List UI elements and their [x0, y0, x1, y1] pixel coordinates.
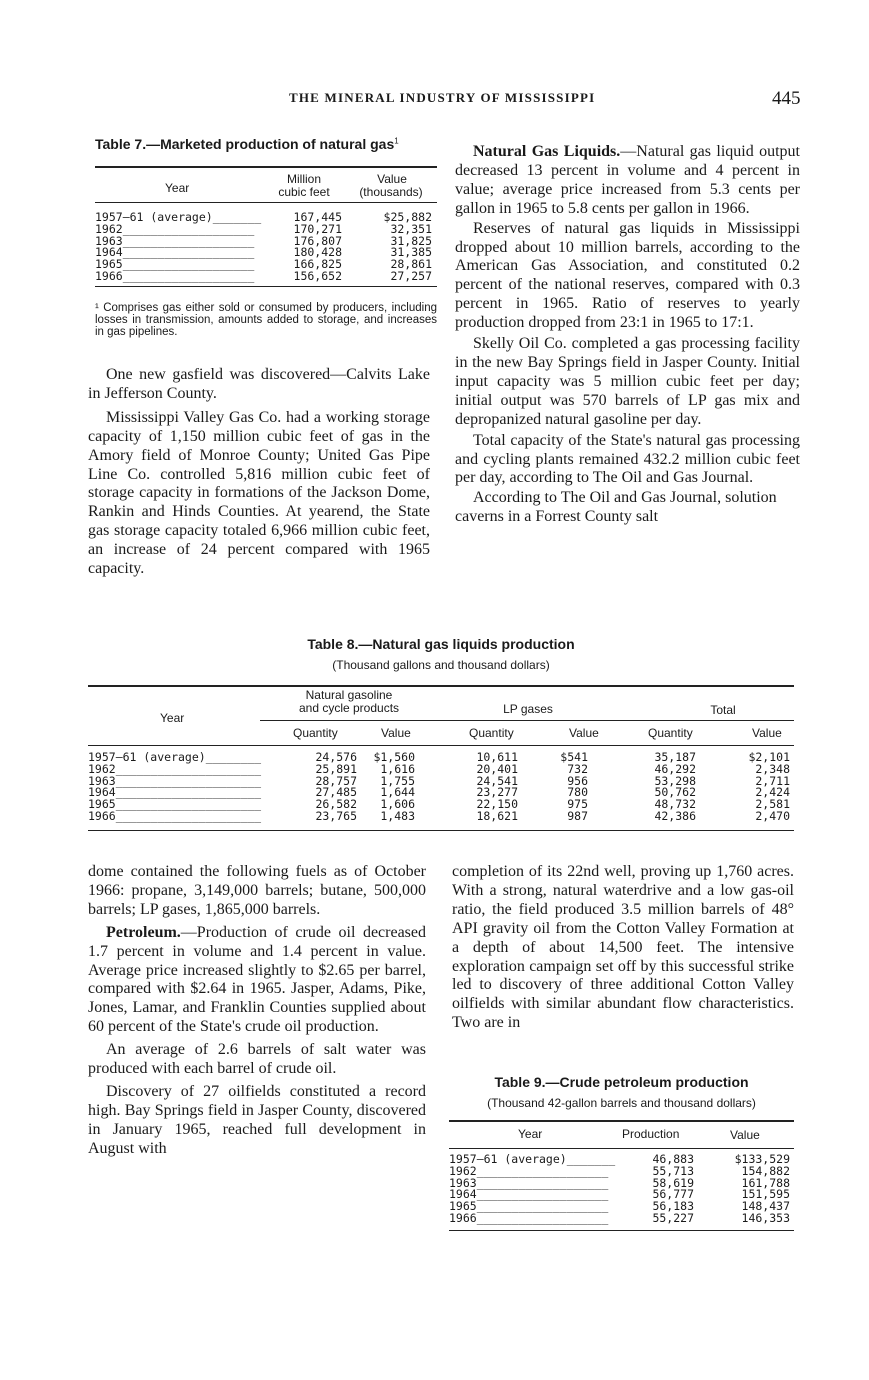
table-row: 1962___________________ 55,713 154,882	[449, 1163, 790, 1178]
paragraph: Mississippi Valley Gas Co. had a working storage capacity of 1,150 million cubic feet of gas in the Amory field of Monroe County; United Gas Pipe Line Co. controlled 5,816 million cubic feet of storage capacity in formations of the Jackson Dome, Rankin and Hinds Counties. At yearend, the State gas storage capacity totaled 6,966 million cubic feet, an increase of 24 percent compared with 1965 capacity.	[88, 408, 430, 578]
table-9-col-prod: Production	[622, 1127, 680, 1141]
table-7-col-qty-2: cubic feet	[278, 185, 330, 199]
table-row: 1963___________________ 58,619 161,788	[449, 1175, 790, 1190]
section-heading-petroleum: Petroleum.	[106, 923, 181, 941]
page-header	[0, 88, 869, 114]
table-9-caption: Table 9.—Crude petroleum production	[494, 1074, 749, 1090]
paragraph: Petroleum.—Production of crude oil decreased 1.7 percent in volume and 1.4 percent in value. Average price increased slightly to $2.65 per barrel, compared with $2.64 in 1965. Jasper, Adams, Pike, Jones, Lamar, and Franklin Counties supplied about 60 percent of the State's crude oil production.	[88, 923, 426, 1036]
paragraph: Discovery of 27 oilfields constituted a record high. Bay Springs field in Jasper County, discovered in January 1965, reached full development in August with	[88, 1082, 426, 1157]
paragraph: completion of its 22nd well, proving up 1,760 acres. With a strong, natural waterdrive and a low gas-oil ratio, the field produced 3.5 million barrels of 48° API gravity oil from the Cotton Valley Formation at a depth of about 14,500 feet. The intensive exploration campaign set off by this successful strike led to discovery of three additional Cotton Valley oilfields with similar abundant flow characteristics. Two are in	[452, 863, 794, 1032]
paragraph: One new gasfield was discovered—Calvits Lake in Jefferson County.	[88, 366, 430, 402]
table-7-col-year: Year	[165, 181, 190, 195]
table-9-col-year: Year	[518, 1127, 543, 1141]
table-row: 1957–61 (average)________ 24,576 $1,560 10,611 $541 35,187 $2,101	[88, 750, 790, 764]
table-7-header-rule	[95, 202, 437, 203]
paragraph: Reserves of natural gas liquids in Mississippi dropped about 10 million barrels, according to the American Gas Association, and constituted 0.2 percent of the national reserves, compared with 0.3 percent in 1965. Ratio of reserves to yearly production dropped from 23:1 in 1965 to 17:1.	[455, 219, 800, 332]
table-row: 1964_____________________ 27,485 1,644 23,277 780 50,762 2,424	[88, 785, 790, 800]
table-8-caption: Table 8.—Natural gas liquids production	[307, 636, 575, 652]
left-column-top-text	[88, 366, 430, 579]
running-title: THE MINERAL INDUSTRY OF MISSISSIPPI	[289, 90, 596, 105]
table-row: 1964___________________ 56,777 151,595	[449, 1187, 790, 1202]
paragraph: Natural Gas Liquids.—Natural gas liquid output decreased 13 percent in volume and 4 percent in value; average price increased from 5.3 cents per gallon in 1965 to 5.8 cents per gallon in 1966.	[455, 143, 801, 217]
table-8-col-val-3: Value	[752, 726, 782, 740]
table-9-body	[449, 1154, 794, 1225]
paragraph: Skelly Oil Co. completed a gas processing facility in the new Bay Springs field in Jasper County. Initial input capacity was 5 million cubic feet per day; initial output was 570 barrels of LP gas mix and depropanized natural gasoline per day.	[455, 335, 800, 428]
table-8-col-qty-3: Quantity	[648, 726, 693, 740]
table-7-bottom-rule	[95, 286, 437, 287]
table-8-group-rule	[260, 720, 794, 721]
table-row: 1966_____________________ 23,765 1,483 18,621 987 42,386 2,470	[88, 808, 790, 823]
table-8-col-val-2: Value	[569, 726, 599, 740]
paragraph: Total capacity of the State's natural gas processing and cycling plants remained 432.2 million cubic feet per day, according to The Oil and Gas Journal.	[455, 431, 800, 487]
section-heading-natural-gas-liquids: Natural Gas Liquids.	[473, 143, 621, 160]
paragraph: dome contained the following fuels as of October 1966: propane, 3,149,000 barrels; butane, 500,000 barrels; LP gases, 1,865,000 barrels.	[88, 863, 426, 918]
right-column-top-text	[455, 143, 800, 527]
table-row: 1957–61 (average)_______ 46,883 $133,529	[449, 1152, 790, 1166]
table-row: 1962___________________ 170,271 32,351	[95, 221, 432, 236]
table-8-subcaption: (Thousand gallons and thousand dollars)	[332, 658, 550, 672]
table-row: 1966___________________ 156,652 27,257	[95, 268, 432, 283]
paragraph: According to The Oil and Gas Journal, solution caverns in a Forrest County salt	[455, 489, 777, 526]
table-8-bottom-rule	[88, 830, 794, 831]
table-8-col-qty-1: Quantity	[293, 726, 338, 740]
table-7-col-val-2: (thousands)	[359, 185, 423, 199]
table-row: 1965_____________________ 26,582 1,606 22,150 975 48,732 2,581	[88, 797, 790, 812]
table-8-group1-line1: Natural gasoline	[305, 688, 393, 702]
table-8-col-year: Year	[160, 711, 185, 725]
table-8-top-rule	[88, 685, 794, 687]
table-9-bottom-rule	[449, 1230, 794, 1231]
right-column-bottom-text	[452, 863, 794, 1033]
table-9-top-rule	[449, 1120, 794, 1122]
table-row: 1965___________________ 56,183 148,437	[449, 1199, 790, 1214]
table-8-body	[88, 752, 794, 823]
table-row: 1965___________________ 166,825 28,861	[95, 257, 432, 272]
table-row: 1963___________________ 176,807 31,825	[95, 233, 432, 248]
table-9-subcaption: (Thousand 42-gallon barrels and thousand dollars)	[487, 1096, 756, 1110]
table-8-header-rule	[88, 745, 794, 746]
table-8-group1-line2: and cycle products	[298, 701, 400, 715]
table-8-col-qty-2: Quantity	[469, 726, 514, 740]
table-8-group3: Total	[710, 703, 736, 717]
table-9-col-val: Value	[730, 1128, 760, 1142]
table-8-group2: LP gases	[503, 702, 553, 716]
table-7-footnote: ¹ Comprises gas either sold or consumed by producers, including losses in transmission, amounts added to storage, and increases in gas pipelines.	[95, 302, 437, 338]
table-7-col-val-1: Value	[377, 172, 407, 186]
table-row: 1964___________________ 180,428 31,385	[95, 245, 432, 260]
table-row: 1957–61 (average)_______ 167,445 $25,882	[95, 210, 432, 224]
table-row: 1966___________________ 55,227 146,353	[449, 1210, 790, 1225]
table-8-col-val-1: Value	[381, 726, 411, 740]
table-7-body	[95, 212, 437, 283]
page-number: 445	[772, 88, 801, 109]
table-7-top-rule	[95, 166, 437, 168]
table-7	[95, 136, 437, 338]
footnote-marker: 1	[394, 136, 399, 146]
table-7-caption: Table 7.—Marketed production of natural gas$^1$	[95, 136, 399, 152]
left-column-bottom-text	[88, 863, 426, 1159]
table-9	[449, 1074, 794, 1225]
table-row: 1963_____________________ 28,757 1,755 24,541 956 53,298 2,711	[88, 773, 790, 788]
table-8	[88, 636, 794, 823]
table-9-header-rule	[449, 1148, 794, 1149]
paragraph: An average of 2.6 barrels of salt water was produced with each barrel of crude oil.	[88, 1041, 426, 1078]
table-7-col-qty-1: Million	[286, 172, 321, 186]
table-row: 1962_____________________ 25,891 1,616 20,401 732 46,292 2,348	[88, 761, 790, 776]
